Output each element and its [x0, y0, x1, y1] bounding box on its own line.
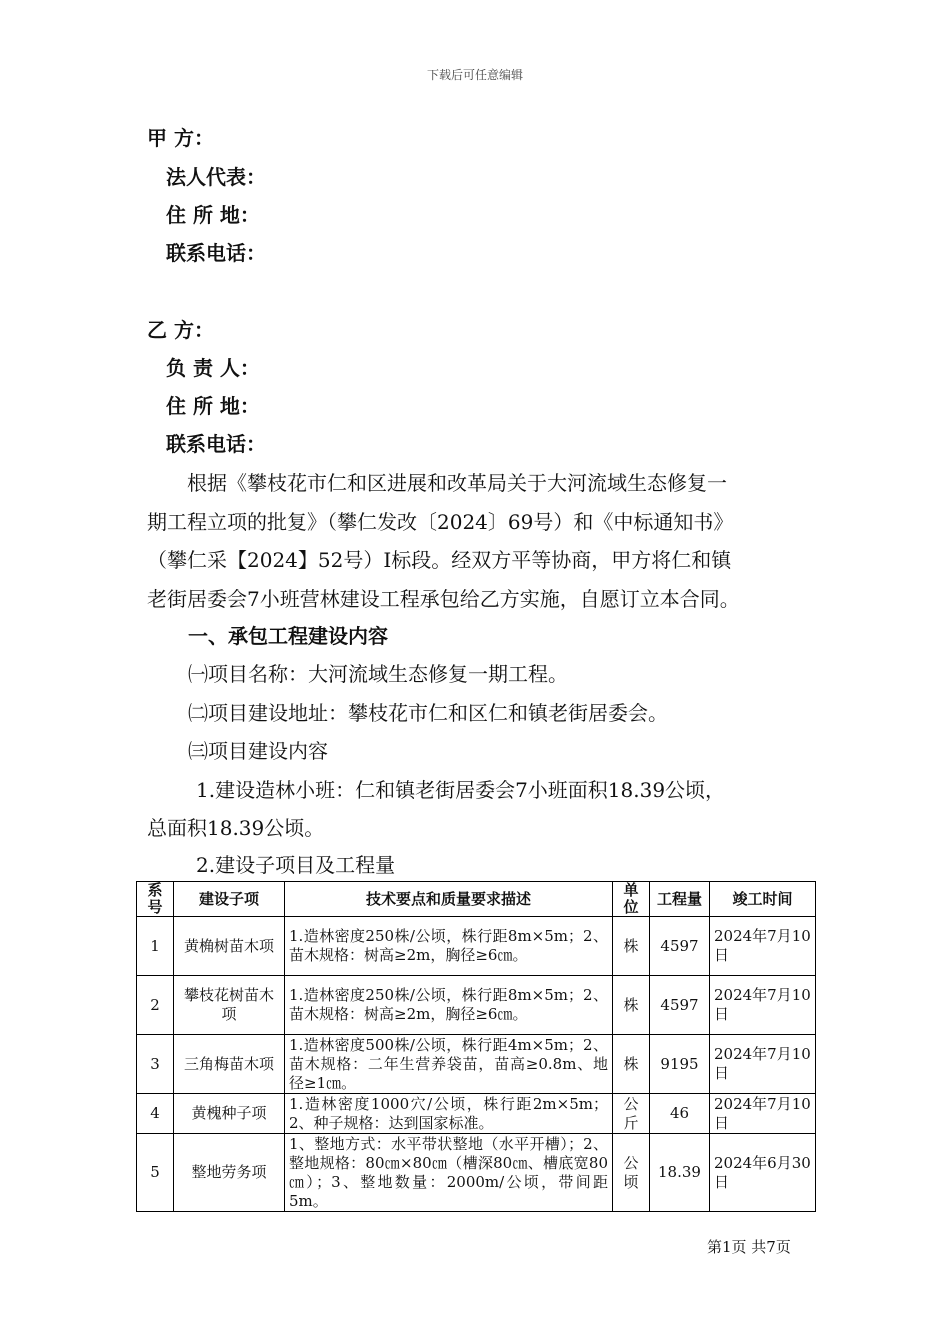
header-description: 技术要点和质量要求描述: [285, 882, 613, 917]
table-row: [137, 976, 816, 1035]
cell-description: 1.造林密度1000穴/公顷，株行距2m×5m；2、种子规格：达到国家标准。: [285, 1094, 613, 1134]
cell-quantity: 9195: [650, 1035, 710, 1094]
sub-item-2-title: 2.建设子项目及工程量: [196, 853, 396, 877]
cell-unit: 株: [613, 917, 650, 976]
cell-quantity: 18.39: [650, 1134, 710, 1212]
party-a-phone: 联系电话：: [166, 241, 266, 265]
party-a-address: 住 所 地：: [166, 203, 260, 227]
table-row: [137, 1035, 816, 1094]
item-project-name: ㈠项目名称：大河流域生态修复一期工程。: [188, 662, 568, 686]
cell-completion-date: 2024年6月30日: [710, 1134, 816, 1212]
cell-description: 1、整地方式：水平带状整地（水平开槽）；2、整地规格：80㎝×80㎝（槽深80㎝、槽底宽80㎝）；3、整地数量：2000m/公顷，带间距5m。: [285, 1134, 613, 1212]
cell-description: 1.造林密度250株/公顷，株行距8m×5m；2、苗木规格：树高≥2m，胸径≥6㎝。: [285, 917, 613, 976]
cell-no: 5: [137, 1134, 174, 1212]
cell-description: 1.造林密度250株/公顷，株行距8m×5m；2、苗木规格：树高≥2m，胸径≥6㎝。: [285, 976, 613, 1035]
cell-sub-item: 黄桷树苗木项: [174, 917, 285, 976]
section-1-title: 一、承包工程建设内容: [188, 624, 388, 648]
cell-unit: 公斤: [613, 1094, 650, 1134]
header-quantity: 工程量: [650, 882, 710, 917]
cell-unit: 株: [613, 1035, 650, 1094]
table-row: [137, 1094, 816, 1134]
works-table: [136, 881, 816, 1212]
cell-quantity: 4597: [650, 976, 710, 1035]
header-no: 系号: [137, 882, 174, 917]
cell-no: 3: [137, 1035, 174, 1094]
cell-quantity: 46: [650, 1094, 710, 1134]
intro-line: （攀仁采【2024】52号）Ⅰ标段。经双方平等协商，甲方将仁和镇: [147, 548, 732, 572]
sub-item-1-line: 总面积18.39公顷。: [147, 816, 325, 840]
cell-no: 2: [137, 976, 174, 1035]
sub-item-1-line: 1.建设造林小班：仁和镇老街居委会7小班面积18.39公顷，: [196, 778, 726, 802]
intro-line: 老街居委会7小班营林建设工程承包给乙方实施，自愿订立本合同。: [147, 586, 740, 611]
item-project-content: ㈢项目建设内容: [188, 739, 328, 763]
intro-paragraph: [147, 464, 809, 618]
header-sub-item: 建设子项: [174, 882, 285, 917]
party-b-person-in-charge: 负 责 人：: [166, 356, 260, 380]
cell-completion-date: 2024年7月10日: [710, 917, 816, 976]
cell-completion-date: 2024年7月10日: [710, 1094, 816, 1134]
cell-sub-item: 三角梅苗木项: [174, 1035, 285, 1094]
cell-sub-item: 整地劳务项: [174, 1134, 285, 1212]
party-a-legal-rep: 法人代表：: [166, 165, 266, 189]
intro-line: 根据《攀枝花市仁和区进展和改革局关于大河流域生态修复一: [187, 471, 727, 495]
cell-sub-item: 攀枝花树苗木项: [174, 976, 285, 1035]
table-header-row: [137, 882, 816, 917]
cell-completion-date: 2024年7月10日: [710, 1035, 816, 1094]
table-row: [137, 917, 816, 976]
party-b-address: 住 所 地：: [166, 394, 260, 418]
cell-unit: 公顷: [613, 1134, 650, 1212]
page-footer: 第1页 共7页: [707, 1238, 791, 1256]
cell-quantity: 4597: [650, 917, 710, 976]
party-b-phone: 联系电话：: [166, 432, 266, 456]
party-a-title: 甲 方：: [147, 126, 214, 150]
header-completion-date: 竣工时间: [710, 882, 816, 917]
party-b-title: 乙 方：: [147, 318, 214, 342]
cell-no: 4: [137, 1094, 174, 1134]
cell-no: 1: [137, 917, 174, 976]
cell-sub-item: 黄槐种子项: [174, 1094, 285, 1134]
cell-unit: 株: [613, 976, 650, 1035]
cell-description: 1.造林密度500株/公顷，株行距4m×5m；2、苗木规格：二年生营养袋苗，苗高≥0.8m、地径≥1㎝。: [285, 1035, 613, 1094]
cell-completion-date: 2024年7月10日: [710, 976, 816, 1035]
header-unit: 单位: [613, 882, 650, 917]
item-project-address: ㈡项目建设地址：攀枝花市仁和区仁和镇老街居委会。: [188, 701, 668, 725]
intro-line: 期工程立项的批复》（攀仁发改〔2024〕69号）和《中标通知书》: [147, 509, 734, 534]
page-header: 下载后可任意编辑: [426, 68, 523, 82]
table-row: [137, 1134, 816, 1212]
